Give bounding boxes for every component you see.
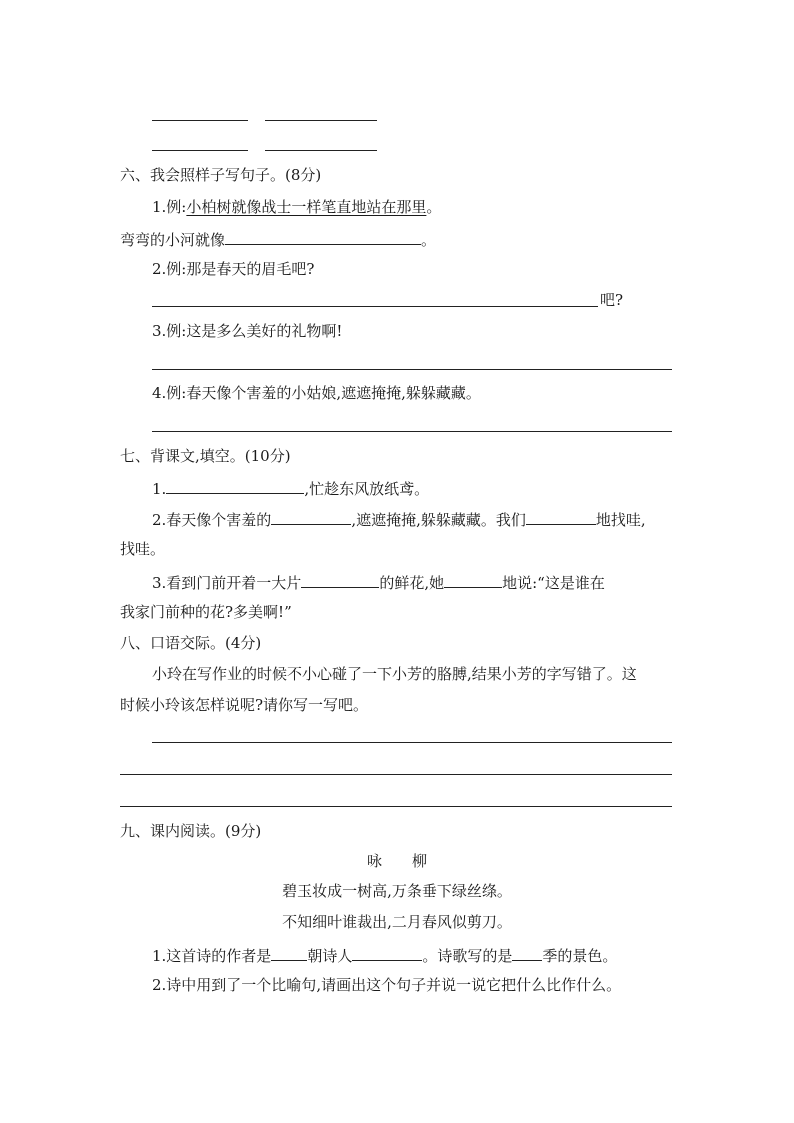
s8-prompt-line-1: 小玲在写作业的时候不小心碰了一下小芳的胳膊,结果小芳的字写错了。这: [152, 665, 637, 683]
s7-q3-part-c: 地说:“这是谁在: [502, 574, 605, 592]
s9-q1-part-c: 。诗歌写的是: [422, 947, 513, 965]
s7-q3-part-a: 3.看到门前开着一大片: [152, 574, 302, 592]
s8-answer-line-2[interactable]: [120, 774, 672, 775]
section-6-title: 六、我会照样子写句子。(8分): [120, 166, 322, 184]
s8-answer-line-3[interactable]: [120, 806, 672, 807]
s6-q1-prefix: 1.例:: [152, 198, 187, 216]
s6-q2-answer-line[interactable]: [152, 306, 598, 307]
section-7-title: 七、背课文,填空。(10分): [120, 447, 291, 465]
answer-line[interactable]: [265, 120, 377, 121]
s6-q1-answer: [120, 228, 436, 250]
s7-q1-prefix: 1.: [152, 480, 167, 498]
s6-q2-suffix: 吧?: [600, 291, 624, 309]
s7-q3-part-b: 的鲜花,她: [379, 574, 445, 592]
s7-q2-part-a: 2.春天像个害羞的: [152, 511, 272, 529]
poem-line-1: 碧玉妆成一树高,万条垂下绿丝绦。: [282, 882, 512, 900]
s6-q1-answer-prefix: 弯弯的小河就像: [120, 231, 226, 249]
s6-q1-answer-suffix: 。: [421, 231, 437, 249]
s9-q2: 2.诗中用到了一个比喻句,请画出这个句子并说一说它把什么比作什么。: [152, 976, 622, 994]
s6-q2-example: 2.例:那是春天的眉毛吧?: [152, 260, 315, 278]
s9-q1-part-d: 季的景色。: [542, 947, 618, 965]
answer-line[interactable]: [152, 120, 248, 121]
section-9-title: 九、课内阅读。(9分): [120, 822, 262, 840]
s7-q3-blank-1[interactable]: [301, 571, 379, 588]
s7-q3: [152, 571, 605, 593]
s7-q1: [152, 477, 429, 499]
s9-q1-blank-dynasty[interactable]: [271, 944, 307, 961]
s7-q3-continued: 我家门前种的花?多美啊!”: [120, 603, 292, 621]
s7-q1-suffix: ,忙趁东风放纸鸢。: [304, 480, 430, 498]
s9-q1: [152, 944, 617, 966]
poem-line-2: 不知细叶谁裁出,二月春风似剪刀。: [282, 913, 512, 931]
s6-q4-example: 4.例:春天像个害羞的小姑娘,遮遮掩掩,躲躲藏藏。: [152, 384, 481, 402]
s6-q3-example: 3.例:这是多么美好的礼物啊!: [152, 322, 343, 340]
s6-q1-example: [152, 197, 441, 217]
s9-q1-blank-poet[interactable]: [352, 944, 422, 961]
section-8-title: 八、口语交际。(4分): [120, 634, 262, 652]
s8-prompt-line-2: 时候小玲该怎样说呢?请你写一写吧。: [120, 696, 369, 714]
s9-q1-part-a: 1.这首诗的作者是: [152, 947, 272, 965]
s6-q3-answer-line[interactable]: [152, 369, 672, 370]
poem-title: 咏 柳: [366, 852, 427, 870]
s7-q2-part-b: ,遮遮掩掩,躲躲藏藏。我们: [351, 511, 526, 529]
s7-q2-continued: 找哇。: [120, 540, 166, 558]
s8-answer-line-1[interactable]: [152, 742, 672, 743]
s7-q1-blank[interactable]: [166, 477, 304, 494]
s6-q1-suffix: 。: [426, 198, 442, 216]
s6-q4-answer-line[interactable]: [152, 431, 672, 432]
s9-q1-blank-season[interactable]: [512, 944, 542, 961]
answer-line[interactable]: [265, 150, 377, 151]
s7-q2-blank-1[interactable]: [271, 508, 351, 525]
answer-line[interactable]: [152, 150, 248, 151]
s6-q1-underlined: 小柏树就像战士一样笔直地站在那里: [186, 198, 427, 216]
s7-q2-blank-2[interactable]: [526, 508, 596, 525]
s9-q1-part-b: 朝诗人: [307, 947, 353, 965]
s7-q3-blank-2[interactable]: [444, 571, 502, 588]
s7-q2-part-c: 地找哇,: [595, 511, 646, 529]
s7-q2: [152, 508, 646, 530]
s6-q1-blank[interactable]: [225, 228, 421, 245]
